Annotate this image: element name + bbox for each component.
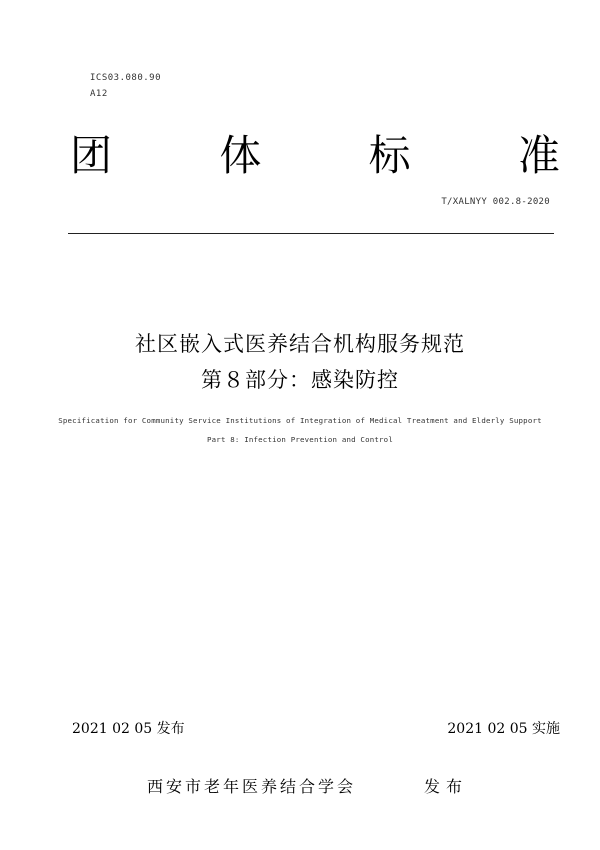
masthead-char: 团 [70, 131, 113, 180]
title-zh-part: 第８部分：感染防控 [201, 368, 399, 392]
header-divider [68, 233, 554, 234]
title-en-part: Part 8: Infection Prevention and Control [207, 435, 393, 444]
title-en-main: Specification for Community Service Institutions of Integration of Medical Treatment and Elderly Support [58, 416, 542, 425]
masthead-group-standard [70, 128, 560, 184]
classification-code: A12 [90, 89, 108, 99]
masthead-char: 体 [219, 131, 262, 180]
ics-code: ICS03.080.90 [90, 73, 162, 83]
issuer-action-label: 发布 [424, 777, 469, 796]
masthead-char: 准 [517, 131, 560, 180]
effective-date: 2021 02 05 实施 [447, 721, 560, 737]
issue-date: 2021 02 05 发布 [72, 721, 185, 737]
masthead-char: 标 [368, 131, 411, 180]
standard-number: T/XALNYY 002.8-2020 [441, 197, 550, 207]
issuing-organization: 西安市老年医养结合学会 [147, 777, 357, 796]
title-zh-main: 社区嵌入式医养结合机构服务规范 [135, 332, 465, 356]
